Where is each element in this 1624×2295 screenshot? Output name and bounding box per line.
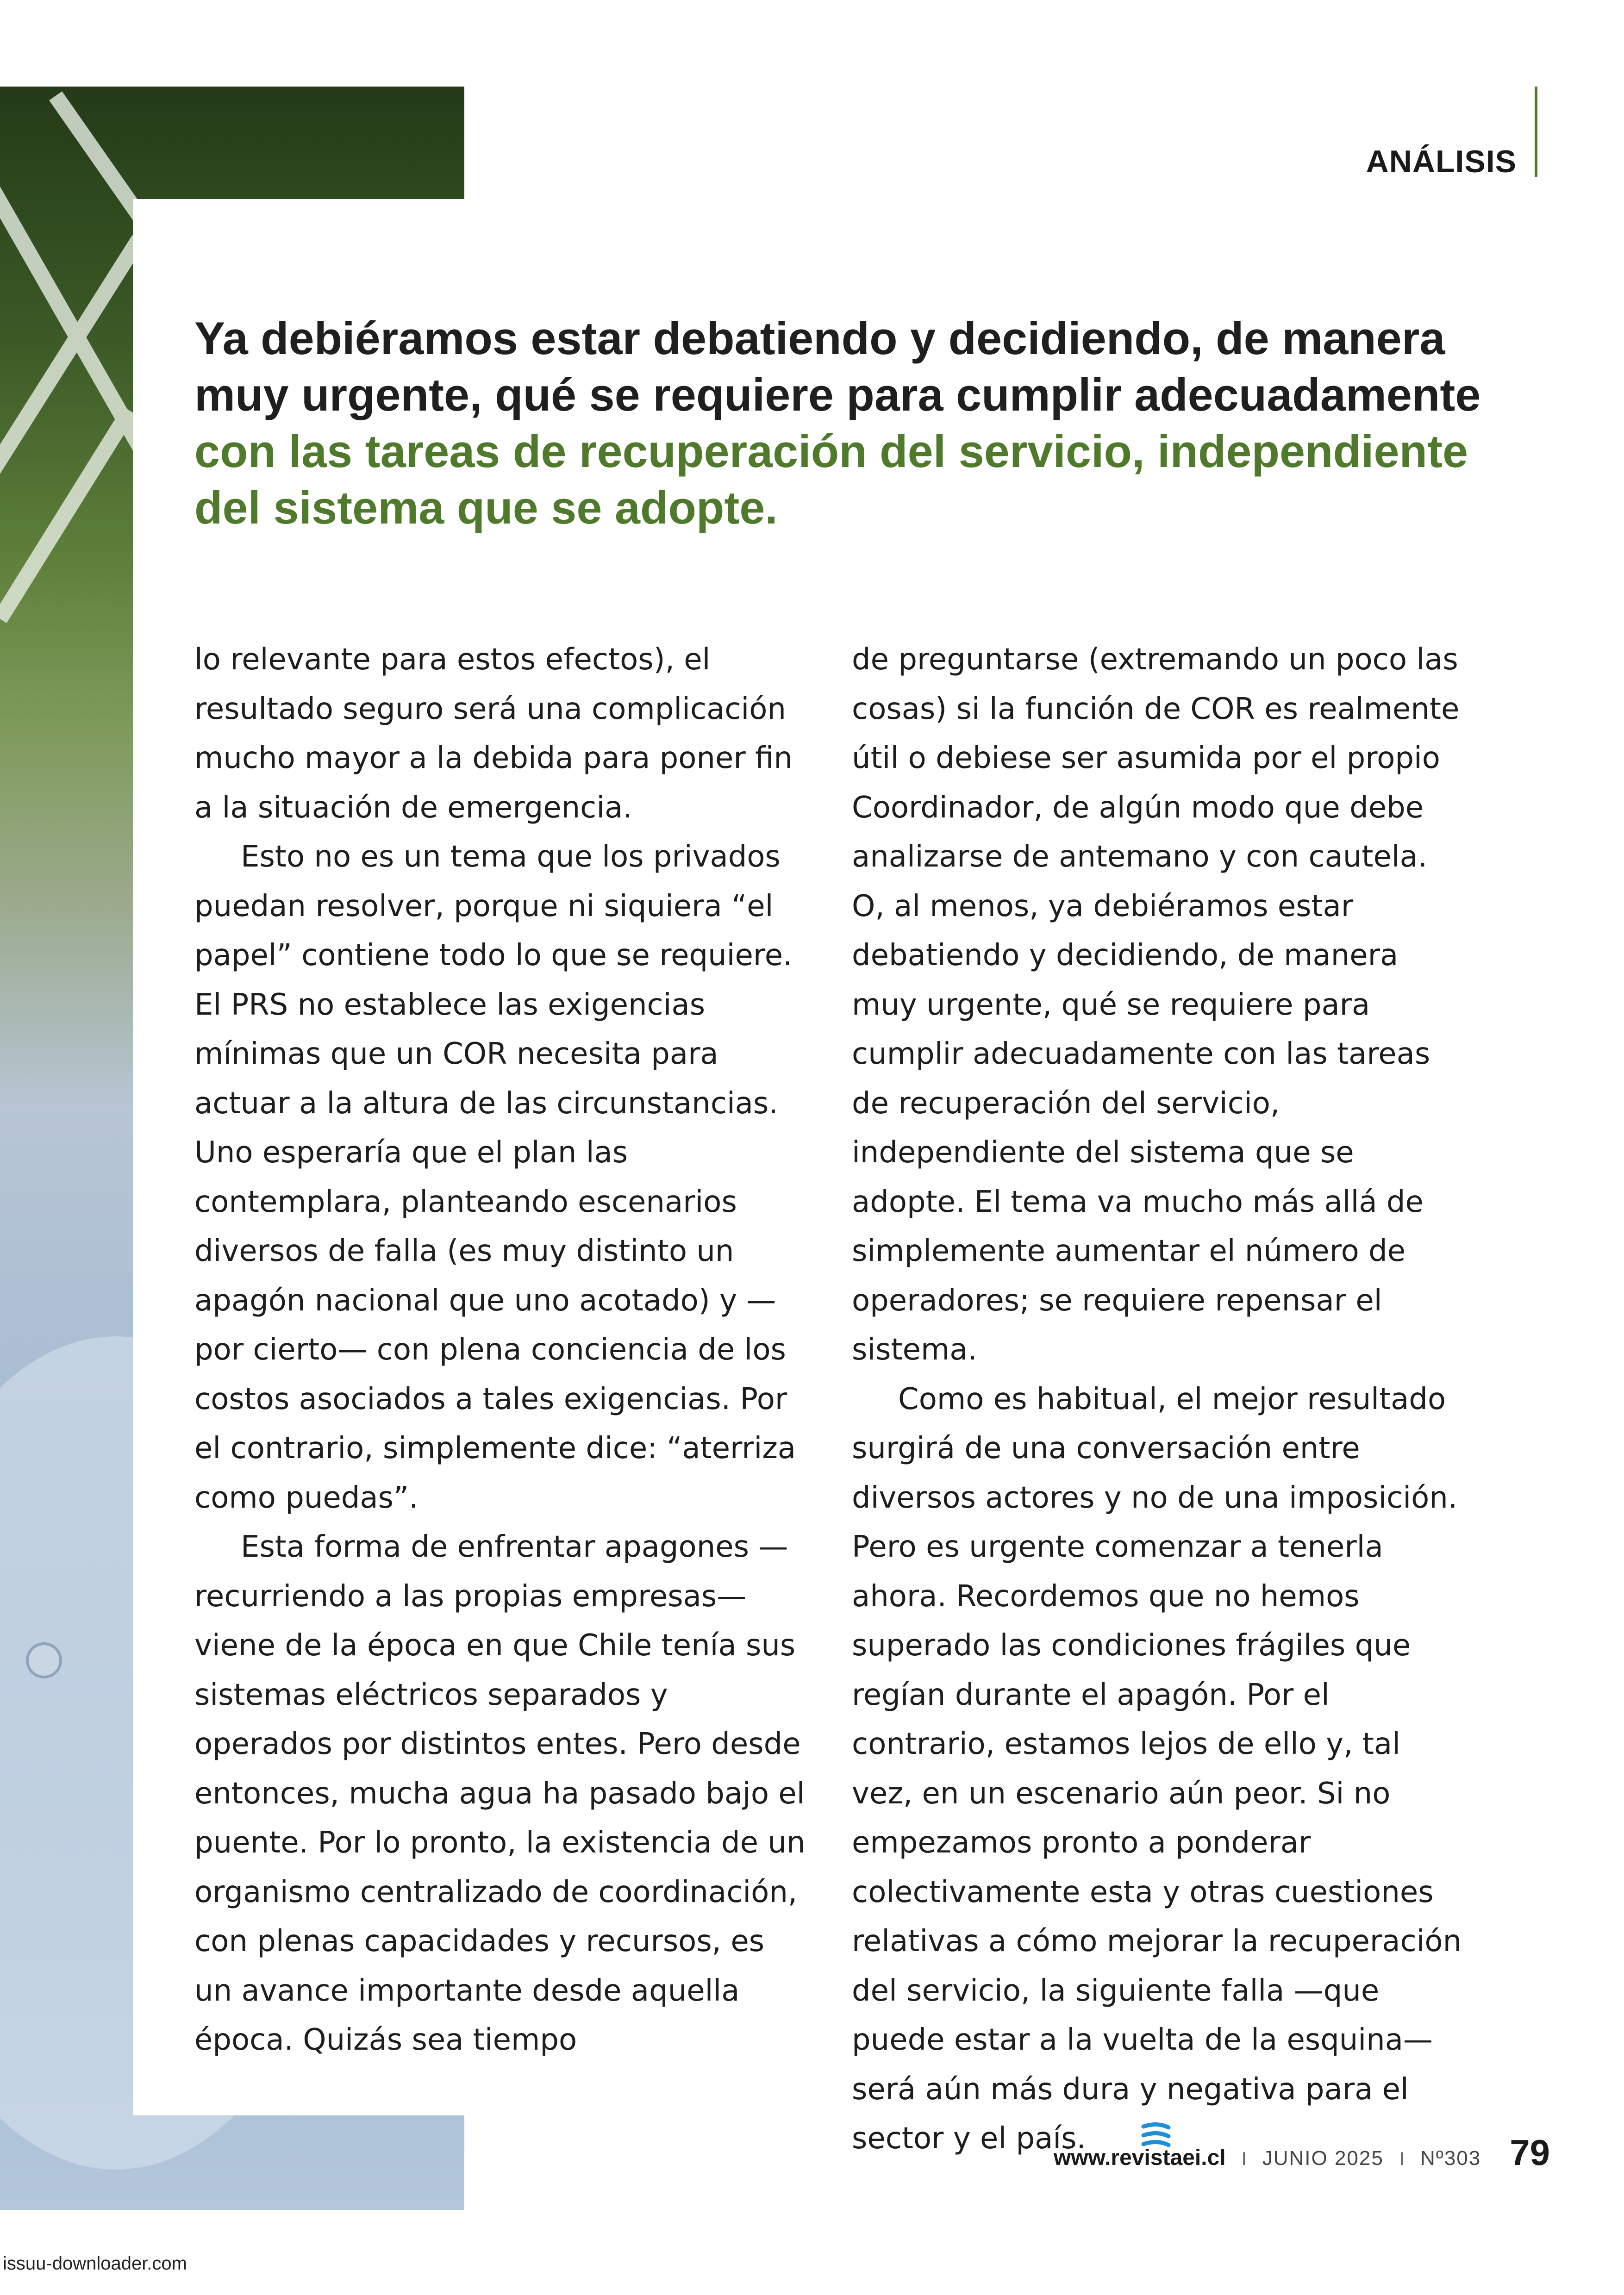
footer-website: www.revistaei.cl [1053, 2145, 1226, 2170]
paragraph-text: Como es habitual, el mejor resultado surgirá de una conversación entre diversos actores y no de una imposición. Pero es urgente comenzar a tenerla ahora. Recordemos que no hemos superado las condiciones frágiles que regían durante el apagón. Por el contrario, estamos lejos de ello y, tal vez, en un escenario aún peor. Si no empezamos pronto a ponderar colectivamente esta y otras cuestiones relativas a cómo mejorar la recuperación del servicio, la siguiente falla —que puede estar a la vuelta de la esquina— será aún más dura y negativa para el sector y el país. [852, 1382, 1462, 2156]
page-number: 79 [1510, 2132, 1550, 2173]
pull-quote-green: con las tareas de recuperación del servicio, independiente del sistema que se adopte. [194, 425, 1468, 533]
pull-quote [194, 310, 1528, 536]
body-column-left [194, 635, 806, 2065]
footer-separator: I [1399, 2149, 1405, 2169]
body-column-right [852, 635, 1463, 2165]
section-rule [1535, 87, 1537, 177]
footer-date: JUNIO 2025 [1262, 2147, 1384, 2170]
paragraph: Esto no es un tema que los privados puedan resolver, porque ni siquiera “el papel” contiene todo lo que se requiere. El PRS no establece las exigencias mínimas que un COR necesita para actuar a la altura de las circunstancias. Uno esperaría que el plan las contemplara, planteando escenarios diversos de falla (es muy distinto un apagón nacional que uno acotado) y —por cierto— con plena conciencia de los costos asociados a tales exigencias. Por el contrario, simplemente dice: “aterriza como puedas”. [194, 840, 796, 1515]
paragraph: Esta forma de enfrentar apagones —recurriendo a las propias empresas— viene de la época en que Chile tenía sus sistemas eléctricos separados y operados por distintos entes. Pero desde entonces, mucha agua ha pasado bajo el puente. Por lo pronto, la existencia de un organismo centralizado de coordinación, con plenas capacidades y recursos, es un avance importante desde aquella época. Quizás sea tiempo [194, 1530, 806, 2057]
section-label: ANÁLISIS [1366, 144, 1517, 179]
paragraph: lo relevante para estos efectos), el resultado seguro será una complicación mucho mayor a la debida para poner fin a la situación de emergencia. [194, 642, 793, 825]
paragraph: de preguntarse (extremando un poco las cosas) si la función de COR es realmente útil o debiese ser asumida por el propio Coordinador, de algún modo que debe analizarse de antemano y con cautela. O, al menos, ya debiéramos estar debatiendo y decidiendo, de manera muy urgente, qué se requiere para cumplir adecuadamente con las tareas de recuperación del servicio, independiente del sistema que se adopte. El tema va mucho más allá de simplemente aumentar el número de operadores; se requiere repensar el sistema. [852, 642, 1460, 1367]
footer-separator: I [1241, 2149, 1247, 2169]
paragraph-final [852, 1375, 1463, 2165]
watermark: issuu-downloader.com [3, 2253, 187, 2274]
footer-issue: Nº303 [1420, 2147, 1481, 2170]
page-footer [1054, 2132, 1550, 2178]
pull-quote-dark: Ya debiéramos estar debatiendo y decidiendo, de manera muy urgente, qué se requiere para cumplir adecuadamente [194, 312, 1481, 420]
